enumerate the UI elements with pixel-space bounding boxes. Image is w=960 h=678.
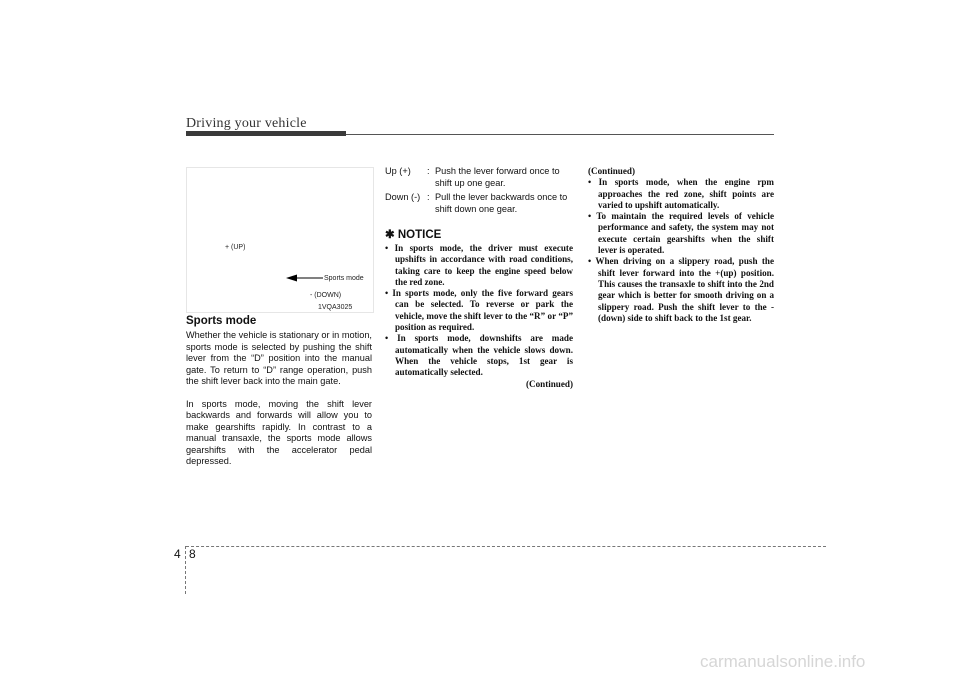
continued-label: (Continued): [526, 378, 573, 389]
continued-list: [588, 177, 774, 324]
figure-up-label: + (UP): [225, 244, 246, 251]
shift-op-colon: :: [427, 166, 430, 176]
page-header-title: Driving your vehicle: [186, 116, 307, 131]
shift-op-colon: :: [427, 192, 430, 202]
figure-mode-label: Sports mode: [324, 275, 364, 282]
shift-op-key: Down (-): [385, 192, 421, 202]
notice-icon: ✱: [385, 229, 395, 241]
figure-down-label: - (DOWN): [310, 292, 342, 299]
page-number: 8: [189, 547, 196, 561]
footer-rule: [186, 546, 826, 547]
notice-list: [385, 243, 573, 379]
sports-mode-body: [186, 330, 372, 468]
list-item: • In sports mode, the driver must execute upshifts in accordance with road conditions, taking care to keep the engine speed below the red zone.: [385, 243, 573, 287]
header-accent-bar: [186, 131, 346, 136]
list-item: • To maintain the required levels of vehicle performance and safety, the system may not execute certain gearshifts when the shift lever is operated.: [588, 211, 774, 256]
shift-op-key: Up (+): [385, 166, 411, 176]
arrow-left-icon: [286, 273, 324, 283]
watermark: carmanualsonline.info: [700, 652, 866, 671]
shift-op-desc: Pull the lever backwards once to shift down one gear.: [435, 192, 568, 214]
notice-title: NOTICE: [397, 229, 442, 241]
list-item: • In sports mode, downshifts are made automatically when the vehicle slows down. When the vehicle stops, 1st gear is automatically selected.: [385, 333, 573, 378]
header-rule: [346, 134, 774, 135]
footer-vertical-rule: [185, 546, 186, 594]
notice-heading: [385, 227, 573, 241]
section-heading-sports-mode: Sports mode: [186, 315, 257, 327]
continued-label: (Continued): [588, 166, 635, 176]
shift-op-desc: Push the lever forward once to shift up one gear.: [435, 166, 560, 188]
list-item: • In sports mode, only the five forward gears can be selected. To reverse or park the vehicle, move the shift lever to the “R” or “P” position as required.: [385, 288, 573, 333]
paragraph: In sports mode, moving the shift lever backwards and forwards will allow you to make gearshifts rapidly. In contrast to a manual transaxle, the sports mode allows gearshifts with the accelerator pedal depressed.: [186, 398, 372, 466]
shift-op-row: [385, 192, 573, 215]
figure-code: 1VQA3025: [318, 304, 353, 311]
shift-lever-figure: [186, 167, 374, 313]
list-item: • In sports mode, when the engine rpm approaches the red zone, shift points are varied to upshift automatically.: [588, 177, 774, 210]
chapter-number: 4: [174, 547, 181, 561]
paragraph: Whether the vehicle is stationary or in motion, sports mode is selected by pushing the shift lever from the “D” position into the manual gate. To return to “D” range operation, push the shift lever back into the main gate.: [186, 330, 372, 386]
right-column: [588, 166, 774, 324]
middle-column: [385, 166, 573, 390]
shift-op-row: [385, 166, 573, 189]
list-item: • When driving on a slippery road, push the shift lever forward into the +(up) position. This causes the transaxle to shift into the 2nd gear which is better for smooth driving on a slippery road. Push the shift lever to the -(down) side to shift back to the 1st gear.: [588, 256, 774, 323]
